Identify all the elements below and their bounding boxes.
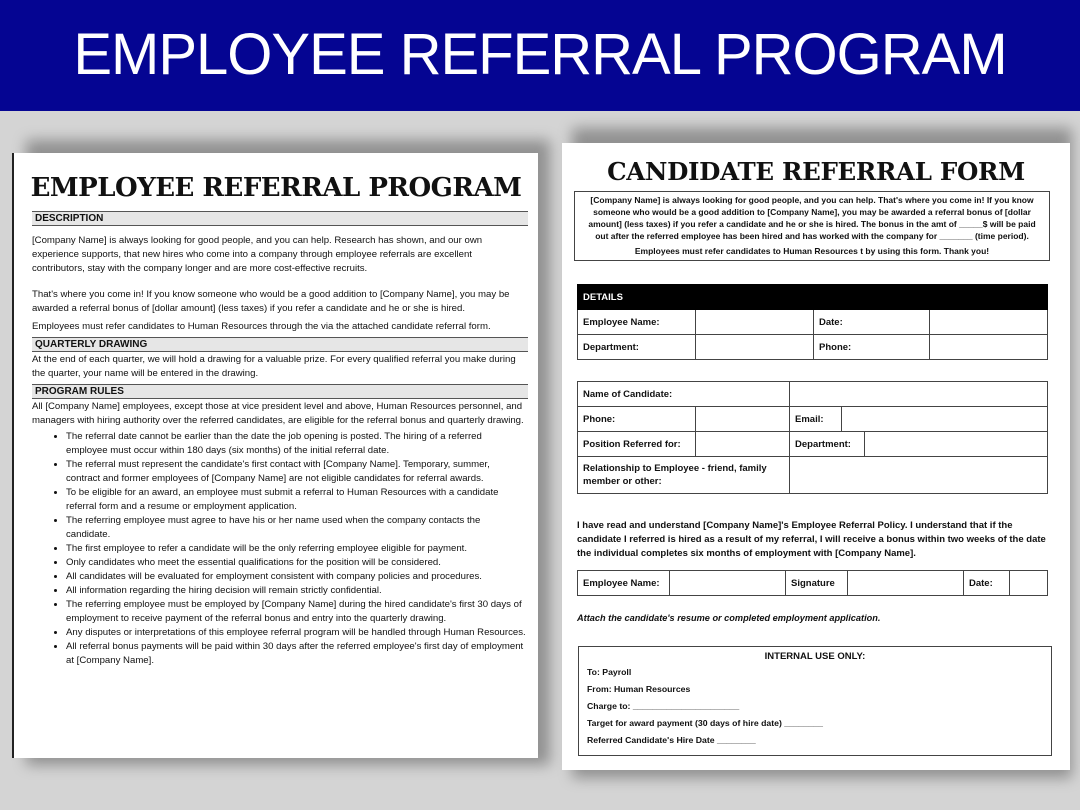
rule-item: • The referring employee must agree to have his or her name used when the company contacts the candidate. bbox=[66, 514, 526, 542]
banner bbox=[0, 0, 1080, 111]
quarterly-drawing-text: At the end of each quarter, we will hold a drawing for a valuable prize. For every qualified referral you make during the quarter, your name will be entered in the drawing. bbox=[32, 354, 516, 379]
sig-employee-name-label: Employee Name: bbox=[578, 571, 670, 596]
employee-name-field[interactable] bbox=[696, 310, 814, 335]
employee-name-label: Employee Name: bbox=[578, 310, 696, 335]
program-rules-list bbox=[58, 430, 526, 668]
banner-title: EMPLOYEE REFERRAL PROGRAM bbox=[73, 22, 1007, 87]
department-field[interactable] bbox=[696, 335, 814, 360]
relationship-label: Relationship to Employee - friend, family member or other: bbox=[578, 457, 790, 494]
internal-charge-to: Charge to: ______________________ bbox=[587, 701, 740, 711]
candidate-department-label: Department: bbox=[790, 432, 865, 456]
description-paragraph-2: That's where you come in! If you know someone who would be a good addition to [Company Name], you may be awarded a referral bonus of [dollar amount] (less taxes) if you refer a candidate and he or she is hired. bbox=[32, 289, 510, 314]
relationship-field[interactable] bbox=[790, 457, 1048, 494]
internal-use-box bbox=[578, 646, 1052, 756]
details-heading: DETAILS bbox=[578, 285, 1048, 310]
rule-item: • All candidates will be evaluated for employment consistent with company policies and procedures. bbox=[66, 570, 526, 584]
position-label: Position Referred for: bbox=[578, 432, 696, 457]
internal-from: From: Human Resources bbox=[587, 684, 691, 694]
program-rules-heading: PROGRAM RULES bbox=[32, 384, 528, 399]
sig-employee-name-field[interactable] bbox=[670, 571, 786, 596]
candidate-table bbox=[577, 381, 1048, 494]
intro-text: [Company Name] is always looking for good people, and you can help. That's where you come in! If you know someone who would be a good addition to [Company Name], you may be awarded a referral bonus of [dollar amount] (less taxes) if you refer a candidate and he or she is hired. The bonus in the amt of _____$ will be paid out after the referred employee has been hired and has worked with the company for _______ (time period). bbox=[588, 195, 1036, 241]
candidate-referral-form-page bbox=[562, 143, 1070, 770]
intro-instruction: Employees must refer candidates to Human Resources t by using this form. Thank you! bbox=[634, 246, 990, 256]
phone-label: Phone: bbox=[814, 335, 930, 360]
department-label: Department: bbox=[578, 335, 696, 360]
rule-item: • The referral must represent the candidate's first contact with [Company Name]. Temporary, summer, contract and former employees of [Company Name] are not eligible candidates for referral awards. bbox=[66, 458, 526, 486]
candidate-department-cell bbox=[790, 432, 1048, 457]
description-paragraph-1: [Company Name] is always looking for good people, and you can help. Research has shown, and our own experience supports, that new hires who come into a company through employee referrals are excellent contributors, stay with the company longer and are more cost-effective recruits. bbox=[32, 235, 483, 274]
rule-item: • All information regarding the hiring decision will remain strictly confidential. bbox=[66, 584, 526, 598]
attach-note: Attach the candidate's resume or completed employment application. bbox=[577, 613, 881, 623]
form-title: CANDIDATE REFERRAL FORM bbox=[607, 157, 1025, 186]
candidate-department-field[interactable] bbox=[865, 432, 1047, 456]
internal-target-payment: Target for award payment (30 days of hire date) ________ bbox=[587, 718, 823, 728]
rule-item: • The first employee to refer a candidate will be the only referring employee eligible for payment. bbox=[66, 542, 526, 556]
sig-date-field[interactable] bbox=[1010, 571, 1048, 596]
rule-item: • Only candidates who meet the essential qualifications for the position will be considered. bbox=[66, 556, 526, 570]
internal-to: To: Payroll bbox=[587, 667, 632, 677]
phone-field[interactable] bbox=[930, 335, 1048, 360]
quarterly-drawing-heading: QUARTERLY DRAWING bbox=[32, 337, 528, 352]
program-rules-intro: All [Company Name] employees, except those at vice president level and above, Human Resources personnel, and managers with hiring authority over the referred candidates, are eligible for the referral bonus and quarterly drawing. bbox=[32, 401, 524, 426]
candidate-email-field[interactable] bbox=[842, 407, 1048, 432]
rule-item: • Any disputes or interpretations of this employee referral program will be handled through Human Resources. bbox=[66, 626, 526, 640]
rule-item: • To be eligible for an award, an employee must submit a referral to Human Resources with a candidate referral form and a resume or employment application. bbox=[66, 486, 526, 514]
acknowledgement-text: I have read and understand [Company Name]'s Employee Referral Policy. I understand that if the candidate I referred is hired as a result of my referral, I will receive a bonus within two weeks of the date the individual completes six months of employment with [Company Name]. bbox=[577, 520, 1046, 559]
signature-table bbox=[577, 570, 1048, 596]
candidate-name-label: Name of Candidate: bbox=[578, 382, 790, 407]
employee-referral-program-page bbox=[12, 153, 538, 758]
intro-box bbox=[574, 191, 1050, 261]
signature-field[interactable] bbox=[848, 571, 964, 596]
description-heading: DESCRIPTION bbox=[32, 211, 528, 226]
sig-date-label: Date: bbox=[964, 571, 1010, 596]
description-paragraph-3: Employees must refer candidates to Human Resources through the via the attached candidate referral form. bbox=[32, 321, 491, 332]
left-page-title: EMPLOYEE REFERRAL PROGRAM bbox=[30, 173, 522, 203]
position-field[interactable] bbox=[696, 432, 790, 457]
candidate-phone-label: Phone: bbox=[578, 407, 696, 432]
candidate-email-label: Email: bbox=[790, 407, 842, 432]
internal-use-heading: INTERNAL USE ONLY: bbox=[764, 651, 866, 662]
rule-item: • All referral bonus payments will be paid within 30 days after the referred employee's first day of employment at [Company Name]. bbox=[66, 640, 526, 668]
rule-item: • The referral date cannot be earlier than the date the job opening is posted. The hiring of a referred employee must occur within 180 days (six months) of the initial referral date. bbox=[66, 430, 526, 458]
candidate-name-field[interactable] bbox=[790, 382, 1048, 407]
candidate-phone-field[interactable] bbox=[696, 407, 790, 432]
details-table bbox=[577, 284, 1048, 360]
internal-hire-date: Referred Candidate's Hire Date ________ bbox=[587, 735, 756, 745]
date-field[interactable] bbox=[930, 310, 1048, 335]
rule-item: • The referring employee must be employed by [Company Name] during the hired candidate's first 30 days of employment to receive payment of the referral bonus and entry into the quarterly drawing. bbox=[66, 598, 526, 626]
signature-label: Signature bbox=[786, 571, 848, 596]
date-label: Date: bbox=[814, 310, 930, 335]
